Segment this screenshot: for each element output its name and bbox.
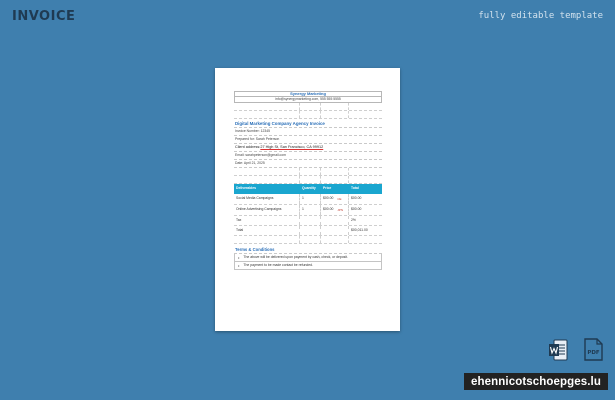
pdf-file-icon[interactable] — [584, 338, 603, 361]
table-row — [234, 194, 382, 205]
tax-value: 2% — [351, 217, 356, 222]
invoice-content — [234, 91, 382, 270]
terms-item — [234, 254, 382, 262]
table-cell — [321, 205, 349, 215]
client-address-value: 27 High St, San Francisco, CA 99912 — [260, 144, 324, 149]
page-subtitle: fully editable template — [478, 11, 603, 21]
spacer-row — [234, 168, 382, 176]
currency-mark: CE — [337, 196, 342, 201]
price-value: $00.00 — [323, 196, 334, 201]
invoice-date: Date: April 21, 2025 — [234, 160, 382, 168]
client-address — [234, 144, 382, 152]
spacer-row — [234, 111, 382, 119]
table-row — [234, 205, 382, 216]
spacer-row — [234, 103, 382, 111]
table-cell: $00.00 — [351, 207, 362, 212]
table-cell: Online Advertising Campaigns — [234, 205, 300, 215]
invoice-number: Invoice Number: 12345 — [234, 128, 382, 136]
table-cell — [321, 194, 349, 204]
client-address-label: Client address: — [235, 144, 261, 149]
client-email: Email: sarahpeterson@gmail.com — [234, 152, 382, 160]
invoice-document-preview[interactable] — [215, 68, 400, 331]
tax-label: Tax — [234, 216, 300, 225]
column-header: Price — [323, 186, 332, 191]
terms-text: The payment to be made contact be refunded. — [243, 262, 313, 267]
company-contact: info@synergymarketing.com, 555 555 5555 — [234, 97, 382, 103]
prepared-for: Prepared for: Sarah Peterson — [234, 136, 382, 144]
table-header — [234, 184, 382, 194]
spacer-row — [234, 236, 382, 244]
spacer-row — [234, 176, 382, 184]
total-label: Total — [234, 226, 300, 235]
page-title: INVOICE — [12, 9, 76, 24]
total-row — [234, 226, 382, 236]
table-cell: 1 — [300, 194, 321, 204]
total-value: $00,011.00 — [351, 227, 368, 232]
column-header: Total — [351, 186, 359, 191]
company-name: Synergy Marketing — [234, 91, 382, 97]
word-file-icon[interactable] — [548, 339, 568, 361]
bullet-icon: • — [238, 262, 240, 268]
tax-row — [234, 216, 382, 226]
svg-text:PDF: PDF — [587, 350, 600, 356]
table-cell: Social Media Campaigns — [234, 194, 300, 204]
terms-text: The above will be delivered upon payment by cash, check, or deposit. — [243, 254, 349, 259]
price-value: $00.00 — [323, 207, 334, 212]
document-title: Digital Marketing Company Agency Invoice — [234, 119, 382, 128]
site-watermark: ehennicotschoepges.lu — [464, 373, 608, 390]
table-cell: 1 — [300, 205, 321, 215]
table-cell: $00.00 — [351, 196, 362, 201]
currency-mark: JPN — [337, 207, 344, 212]
column-header: Quantity — [302, 186, 316, 191]
column-header: Deliverables — [236, 186, 256, 191]
terms-title: Terms & Conditions — [234, 244, 382, 254]
bullet-icon: • — [238, 254, 240, 260]
terms-item — [234, 262, 382, 270]
